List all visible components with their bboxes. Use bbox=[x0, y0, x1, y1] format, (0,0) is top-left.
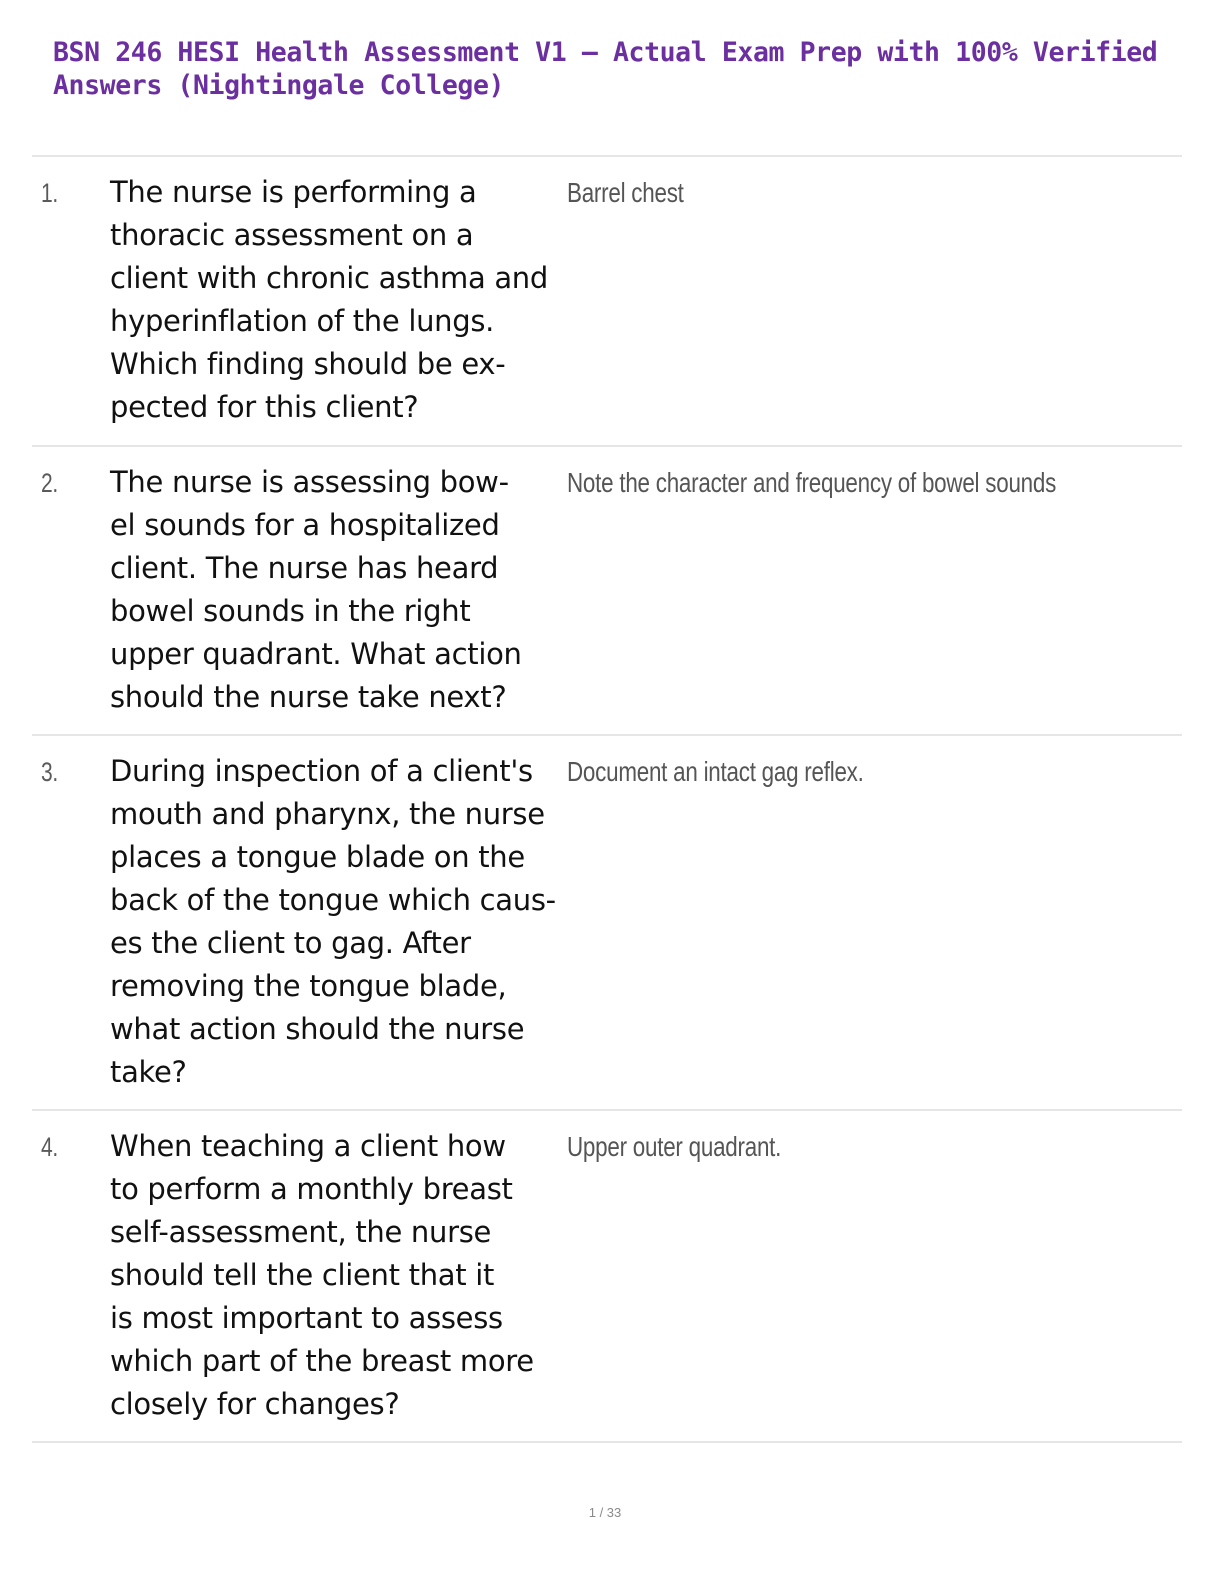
question-number: 2. bbox=[41, 468, 58, 498]
document-title-line-1: BSN 246 HESI Health Assessment V1 – Actual Exam Prep with 100% Verified bbox=[53, 37, 1158, 68]
document-title-line-2: Answers (Nightingale College) bbox=[53, 70, 505, 101]
answer-text: Note the character and frequency of bowel sounds bbox=[567, 467, 1057, 498]
answer-text: Barrel chest bbox=[567, 177, 684, 208]
question-text: During inspection of a client's mouth and pharynx, the nurse places a tongue blade on the back of the tongue which caus- es the client to gag. After removing the tongue blade, what action should the nurse take? bbox=[110, 754, 556, 1089]
document-title bbox=[53, 36, 1213, 102]
question-row-1 bbox=[32, 157, 1182, 447]
question-text: When teaching a client how to perform a monthly breast self-assessment, the nurse should tell the client that it is most important to assess which part of the breast more closely for changes? bbox=[110, 1129, 534, 1421]
answer-text: Upper outer quadrant. bbox=[567, 1131, 782, 1162]
answer-text: Document an intact gag reflex. bbox=[567, 756, 864, 787]
question-number: 1. bbox=[41, 178, 58, 208]
question-row-3 bbox=[32, 736, 1182, 1111]
question-row-4 bbox=[32, 1111, 1182, 1443]
question-number: 4. bbox=[41, 1132, 58, 1162]
question-number: 3. bbox=[41, 757, 58, 787]
question-row-2 bbox=[32, 447, 1182, 736]
question-text: The nurse is performing a thoracic assessment on a client with chronic asthma and hyperinflation of the lungs. Which finding should be ex- pected for this client? bbox=[110, 175, 548, 424]
page-number: 1 / 33 bbox=[588, 1505, 622, 1520]
question-answer-list bbox=[32, 155, 1182, 1443]
question-text: The nurse is assessing bow- el sounds for a hospitalized client. The nurse has heard bowel sounds in the right upper quadrant. What action should the nurse take next? bbox=[110, 465, 522, 714]
